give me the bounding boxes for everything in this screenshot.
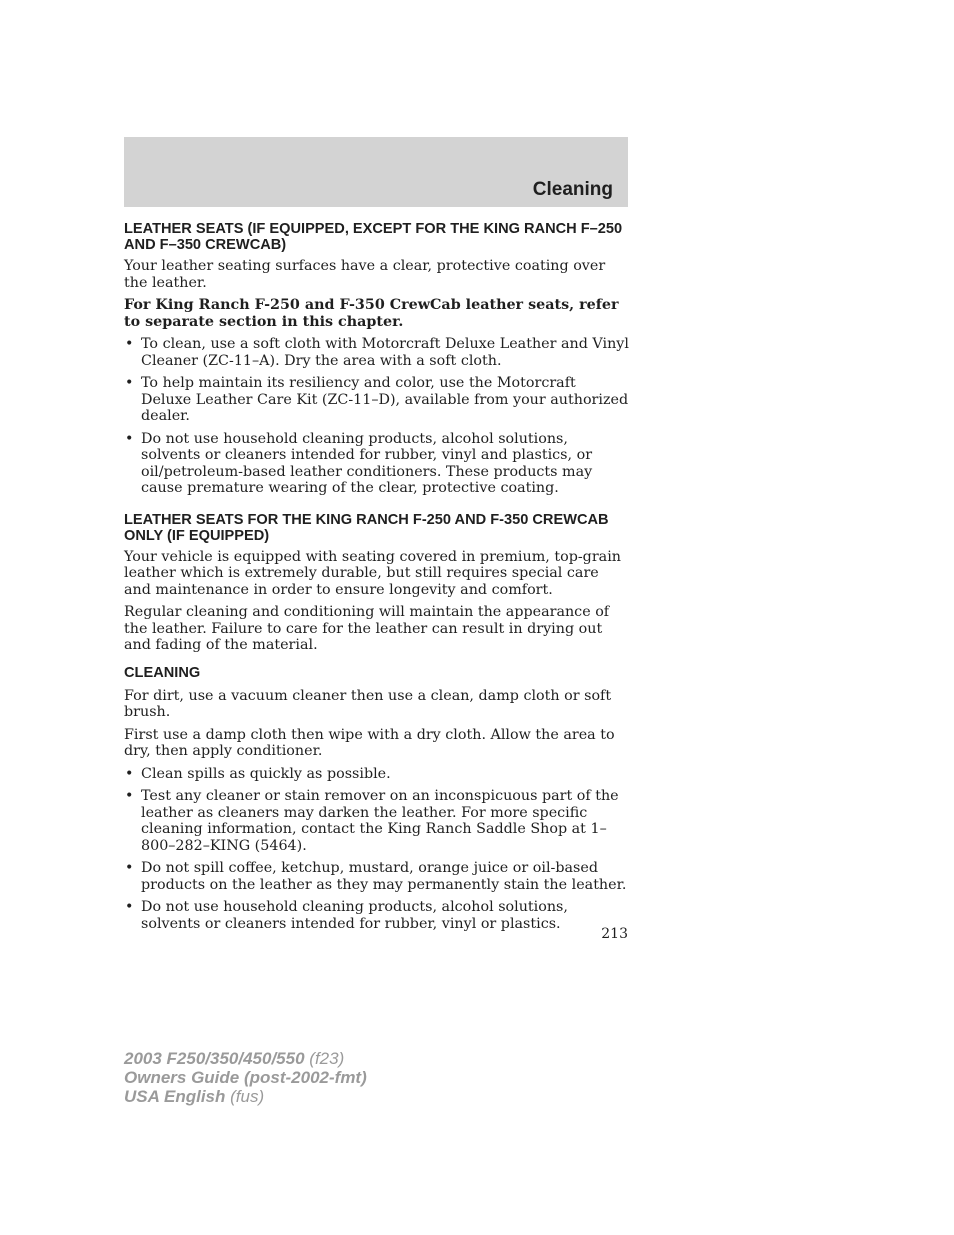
paragraph-regular-cleaning: Regular cleaning and conditioning will maintain the appearance of the leather. Failure to care for the leather can result in drying out and fading of the material. (124, 604, 610, 653)
bullet-icon: • (125, 860, 134, 876)
section-heading-leather-seats: LEATHER SEATS (IF EQUIPPED, EXCEPT FOR THE KING RANCH F–250 AND F–350 CREWCAB) (124, 221, 623, 253)
paragraph-dirt: For dirt, use a vacuum cleaner then use a clean, damp cloth or soft brush. (124, 687, 612, 720)
section-heading-cleaning: CLEANING (124, 664, 201, 681)
list-item: • Do not spill coffee, ketchup, mustard, orange juice or oil-based products on the leather as they may permanently stain the leather. (125, 860, 627, 893)
list-item: • To clean, use a soft cloth with Motorcraft Deluxe Leather and Vinyl Cleaner (ZC-11–A). Dry the area with a soft cloth. (125, 336, 629, 369)
bullet-icon: • (125, 788, 134, 804)
paragraph-damp-cloth: First use a damp cloth then wipe with a dry cloth. Allow the area to dry, then apply conditioner. (124, 726, 615, 759)
page-content (124, 221, 629, 938)
list-item: • Do not use household cleaning products, alcohol solutions, solvents or cleaners intended for rubber, vinyl and plastics, or oil/petroleum-based leather conditioners. These products may cause premature wearing of the clear, protective coating. (125, 430, 593, 496)
chapter-title: Cleaning (532, 179, 613, 200)
footer-line-language: USA English (fus) (124, 1087, 265, 1106)
list-item: • Do not use household cleaning products, alcohol solutions, solvents or cleaners intended for rubber, vinyl or plastics. (125, 899, 568, 932)
bullet-list-leather-care (124, 336, 629, 497)
paragraph-protective-coating: Your leather seating surfaces have a clear, protective coating over the leather. (124, 258, 606, 291)
footer-line-model: 2003 F250/350/450/550 (f23) (124, 1049, 345, 1068)
bullet-icon: • (125, 899, 134, 915)
list-item: • To help maintain its resiliency and color, use the Motorcraft Deluxe Leather Care Kit (ZC-11–D), available from your authorized dealer. (125, 375, 629, 424)
paragraph-premium-leather: Your vehicle is equipped with seating covered in premium, top-grain leather which is extremely durable, but still requires special care and maintenance in order to ensure longevity and comfort. (124, 548, 621, 598)
page-number: 213 (601, 926, 628, 942)
bullet-icon: • (125, 765, 134, 782)
chapter-header-bar (124, 137, 628, 207)
bullet-list-cleaning (124, 766, 629, 933)
list-item: • Clean spills as quickly as possible. (125, 765, 391, 782)
section-heading-king-ranch: LEATHER SEATS FOR THE KING RANCH F-250 AND F-350 CREWCAB ONLY (IF EQUIPPED) (124, 511, 609, 544)
king-ranch-note: For King Ranch F-250 and F-350 CrewCab leather seats, refer to separate section in this chapter. (124, 297, 619, 330)
bullet-icon: • (125, 336, 134, 352)
bullet-icon: • (125, 430, 134, 447)
bullet-icon: • (125, 375, 134, 391)
document-footer (124, 1049, 367, 1106)
list-item: • Test any cleaner or stain remover on an inconspicuous part of the leather as cleaners may darken the leather. For more specific cleaning information, contact the King Ranch Saddle Shop at 1–800–282–KING (5464). (125, 788, 619, 854)
footer-line-guide: Owners Guide (post-2002-fmt) (124, 1068, 367, 1087)
